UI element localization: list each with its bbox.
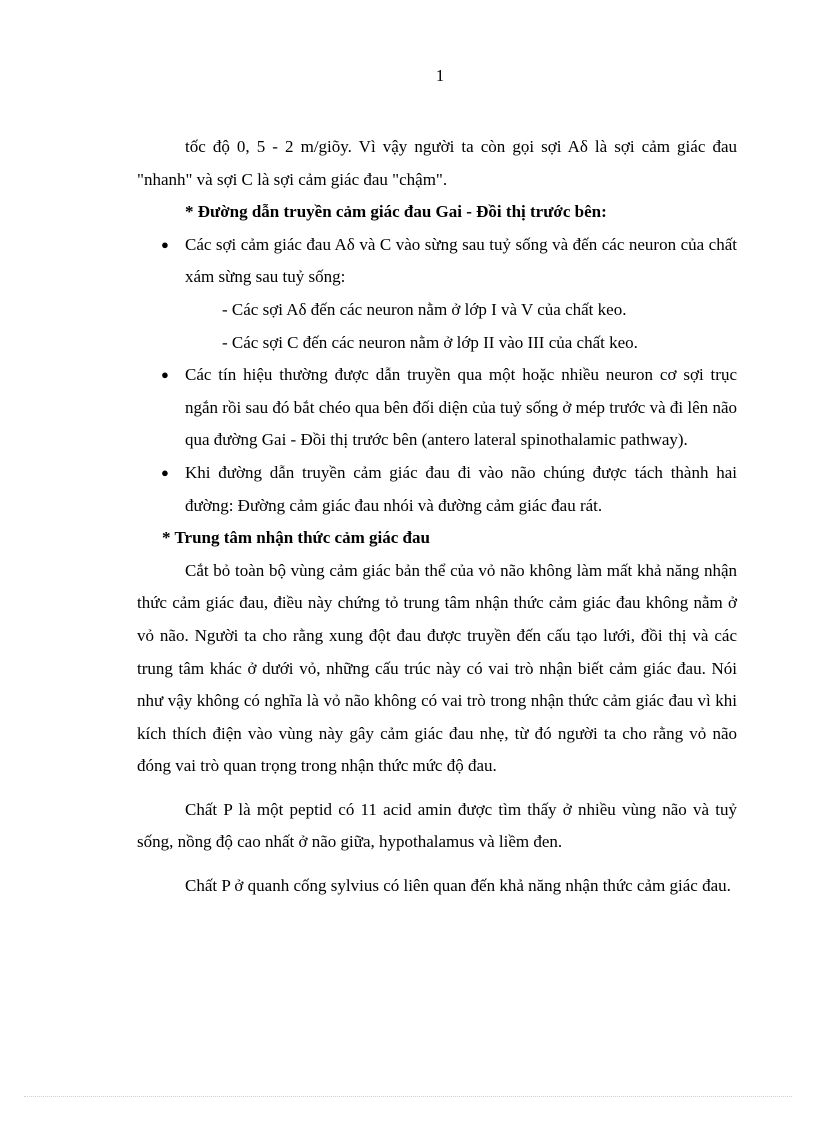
footer-divider xyxy=(24,1096,792,1097)
bullet-text: Các tín hiệu thường được dẫn truyền qua một hoặc nhiều neuron cơ sợi trục ngắn rồi sau đó bắt chéo qua bên đối diện của tuỷ sống ở mép trước và đi lên não qua đường Gai - Đồi thị trước bên (antero lateral spinothalamic pathway). xyxy=(185,365,737,450)
bullet-icon: ● xyxy=(161,236,169,252)
page-number: 1 xyxy=(435,66,445,85)
bullet-icon: ● xyxy=(161,367,169,383)
sub-item-a-delta: - Các sợi Aδ đến các neuron nằm ở lớp I và V của chất keo. xyxy=(222,299,627,319)
bullet-text: Khi đường dẫn truyền cảm giác đau đi vào não chúng được tách thành hai đường: Đường cảm giác đau nhói và đường cảm giác đau rát. xyxy=(185,462,737,515)
paragraph-cortex: Cắt bỏ toàn bộ vùng cảm giác bản thể của vỏ não không làm mất khả năng nhận thức cảm giác đau, điều này chứng tỏ trung tâm nhận thức cảm giác đau không nằm ở vỏ não. Người ta cho rằng xung đột đau được truyền đến cấu tạo lưới, đồi thị và các trung tâm khác ở dưới vỏ, những cấu trúc này có vai trò nhận biết cảm giác đau. Nói như vậy không có nghĩa là vỏ não không có vai trò trong nhận thức cảm giác đau vì khi kích thích điện vào vùng này gây cảm giác đau nhẹ, từ đó người ta cho rằng vỏ não đóng vai trò quan trọng trong nhận thức mức độ đau. xyxy=(137,560,737,776)
document-body xyxy=(137,131,737,903)
pathway-bullet-list xyxy=(137,229,737,522)
sub-item-c-fiber: - Các sợi C đến các neuron nằm ở lớp II vào III của chất keo. xyxy=(222,332,638,352)
bullet-icon: ● xyxy=(161,464,169,480)
heading-pain-pathway: * Đường dẫn truyền cảm giác đau Gai - Đồi thị trước bên: xyxy=(185,202,607,222)
bullet-item-two-paths xyxy=(137,457,737,522)
paragraph-substance-p: Chất P là một peptid có 11 acid amin được tìm thấy ở nhiều vùng não và tuỷ sống, nồng độ cao nhất ở não giữa, hypothalamus và liềm đen. xyxy=(137,799,737,852)
bullet-item-dorsal-horn xyxy=(137,229,737,359)
bullet-item-signal-crossing xyxy=(137,359,737,457)
paragraph-fiber-speed: tốc độ 0, 5 - 2 m/giõy. Vì vậy người ta còn gọi sợi Aδ là sợi cảm giác đau "nhanh" và sợi C là sợi cảm giác đau "chậm". xyxy=(137,137,737,189)
bullet-text: Các sợi cảm giác đau Aδ và C vào sừng sau tuỷ sống và đến các neuron của chất xám sừng sau tuỷ sống: xyxy=(185,234,737,287)
heading-pain-perception-center: * Trung tâm nhận thức cảm giác đau xyxy=(162,528,430,548)
paragraph-sylvius: Chất P ở quanh cống sylvius có liên quan đến khả năng nhận thức cảm giác đau. xyxy=(185,876,731,896)
